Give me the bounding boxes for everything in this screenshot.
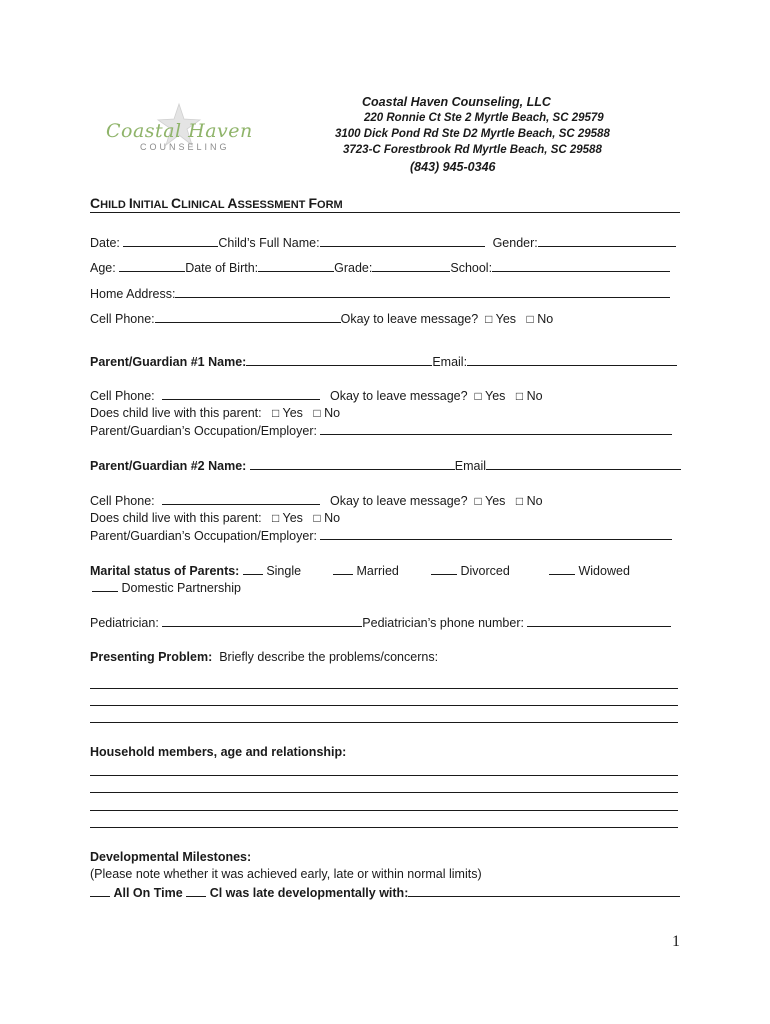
- row-child-cell: [90, 311, 553, 326]
- pg1-lives-label: Does child live with this parent:: [90, 406, 262, 420]
- no-label: No: [324, 406, 341, 420]
- dev-note: (Please note whether it was achieved early, late or within normal limits): [90, 867, 482, 881]
- row-dev-note: [90, 867, 482, 881]
- pg2-cell-field[interactable]: [162, 493, 320, 505]
- yes-label: Yes: [282, 511, 303, 525]
- widowed-label: Widowed: [578, 564, 630, 578]
- married-field[interactable]: [333, 563, 353, 575]
- pg1-name-label: Parent/Guardian #1 Name:: [90, 355, 247, 369]
- yes-label: Yes: [282, 406, 303, 420]
- logo-wordmark: Coastal Haven: [106, 120, 253, 142]
- dob-label: Date of Birth:: [185, 261, 259, 275]
- form-title: CHILD INITIAL CLINICAL ASSESSMENT FORM: [90, 195, 343, 211]
- row-presenting: [90, 650, 438, 664]
- presenting-line-1[interactable]: [90, 688, 678, 689]
- presenting-label: Presenting Problem:: [90, 650, 213, 664]
- pg2-lives-yes-checkbox[interactable]: □: [272, 511, 280, 525]
- row-household: [90, 745, 346, 759]
- pg2-okay-label: Okay to leave message?: [330, 494, 468, 508]
- row-dev-label: [90, 850, 251, 864]
- domestic-field[interactable]: [92, 580, 118, 592]
- row-pg1-occupation: [90, 423, 672, 438]
- date-field[interactable]: [123, 235, 218, 247]
- pg1-email-label: Email:: [432, 355, 468, 369]
- pg2-cell-label: Cell Phone:: [90, 494, 155, 508]
- pg1-cell-field[interactable]: [162, 388, 320, 400]
- date-label: Date:: [90, 236, 124, 250]
- page-number: 1: [672, 933, 680, 950]
- ped-phone-label: Pediatrician’s phone number:: [362, 616, 524, 630]
- divorced-label: Divorced: [460, 564, 510, 578]
- pg2-email-field[interactable]: [486, 458, 681, 470]
- row-domestic: [92, 580, 241, 595]
- childs-name-label: Child’s Full Name:: [218, 236, 320, 250]
- pg2-name-label: Parent/Guardian #2 Name:: [90, 459, 247, 473]
- address-line-3: 3723-C Forestbrook Rd Myrtle Beach, SC 29588: [343, 144, 602, 156]
- late-with-field[interactable]: [408, 885, 680, 897]
- no-label: No: [526, 389, 543, 403]
- grade-label: Grade:: [334, 261, 373, 275]
- age-field[interactable]: [119, 260, 185, 272]
- household-line-4[interactable]: [90, 827, 678, 828]
- row-pg1-name-email: [90, 354, 677, 369]
- row-pg1-lives: [90, 406, 340, 420]
- row-dev-options: [90, 885, 680, 900]
- single-field[interactable]: [243, 563, 263, 575]
- divorced-option: [431, 563, 510, 578]
- pg2-occupation-field[interactable]: [320, 528, 672, 540]
- address-line-1: 220 Ronnie Ct Ste 2 Myrtle Beach, SC 29579: [364, 112, 604, 124]
- row-pediatrician: [90, 615, 671, 630]
- home-address-field[interactable]: [175, 286, 670, 298]
- yes-checkbox[interactable]: □: [485, 312, 493, 326]
- home-address-label: Home Address:: [90, 287, 176, 301]
- pg1-email-field[interactable]: [467, 354, 677, 366]
- yes-label: Yes: [485, 494, 506, 508]
- all-on-time-field[interactable]: [90, 885, 110, 897]
- school-label: School:: [450, 261, 493, 275]
- pg1-okay-yes-checkbox[interactable]: □: [474, 389, 482, 403]
- row-date-name-gender: [90, 235, 676, 250]
- pediatrician-field[interactable]: [162, 615, 362, 627]
- divorced-field[interactable]: [431, 563, 457, 575]
- row-marital: [90, 563, 301, 578]
- marital-label: Marital status of Parents:: [90, 564, 240, 578]
- company-logo: [104, 102, 253, 162]
- row-pg2-cell: [90, 493, 543, 508]
- row-home-address: [90, 286, 670, 301]
- household-line-2[interactable]: [90, 792, 678, 793]
- no-label: No: [537, 312, 554, 326]
- pg2-lives-no-checkbox[interactable]: □: [313, 511, 321, 525]
- gender-field[interactable]: [538, 235, 676, 247]
- domestic-label: Domestic Partnership: [121, 581, 241, 595]
- household-label: Household members, age and relationship:: [90, 745, 347, 759]
- pg2-lives-label: Does child live with this parent:: [90, 511, 262, 525]
- pg2-okay-yes-checkbox[interactable]: □: [474, 494, 482, 508]
- row-pg2-lives: [90, 511, 340, 525]
- yes-label: Yes: [485, 389, 506, 403]
- presenting-line-2[interactable]: [90, 705, 678, 706]
- pg1-occupation-field[interactable]: [320, 423, 672, 435]
- married-label: Married: [356, 564, 399, 578]
- cell-phone-label: Cell Phone:: [90, 312, 155, 326]
- pg2-okay-no-checkbox[interactable]: □: [515, 494, 524, 508]
- household-line-1[interactable]: [90, 775, 678, 776]
- pg1-cell-label: Cell Phone:: [90, 389, 155, 403]
- childs-name-field[interactable]: [320, 235, 485, 247]
- presenting-desc: Briefly describe the problems/concerns:: [219, 650, 439, 664]
- phone-number: (843) 945-0346: [410, 160, 496, 174]
- school-field[interactable]: [492, 260, 670, 272]
- row-pg1-cell: [90, 388, 543, 403]
- ped-phone-field[interactable]: [527, 615, 671, 627]
- late-with-label: Cl was late developmentally with:: [209, 886, 409, 900]
- late-field[interactable]: [186, 885, 206, 897]
- address-line-2: 3100 Dick Pond Rd Ste D2 Myrtle Beach, SC 29588: [335, 128, 610, 140]
- dev-label: Developmental Milestones:: [90, 850, 252, 864]
- pg2-email-label: Email: [454, 459, 487, 473]
- pg2-occupation-label: Parent/Guardian’s Occupation/Employer:: [90, 529, 317, 543]
- age-label: Age:: [90, 261, 120, 275]
- no-label: No: [526, 494, 543, 508]
- logo-subtitle: COUNSELING: [140, 142, 230, 152]
- all-on-time-label: All On Time: [113, 886, 183, 900]
- pg2-name-field[interactable]: [250, 458, 455, 470]
- widowed-field[interactable]: [549, 563, 575, 575]
- married-option: [333, 563, 399, 578]
- pg1-name-field[interactable]: [246, 354, 432, 366]
- widowed-option: [549, 563, 630, 578]
- no-checkbox[interactable]: □: [526, 312, 534, 326]
- pediatrician-label: Pediatrician:: [90, 616, 159, 630]
- row-pg2-name-email: [90, 458, 681, 473]
- pg1-okay-no-checkbox[interactable]: □: [515, 389, 524, 403]
- title-underline: [90, 212, 680, 213]
- okay-message-label: Okay to leave message?: [340, 312, 479, 326]
- grade-field[interactable]: [372, 260, 450, 272]
- no-label: No: [324, 511, 341, 525]
- row-pg2-occupation: [90, 528, 672, 543]
- presenting-line-3[interactable]: [90, 722, 678, 723]
- pg1-okay-label: Okay to leave message?: [330, 389, 468, 403]
- yes-label: Yes: [495, 312, 517, 326]
- cell-phone-field[interactable]: [155, 311, 341, 323]
- household-line-3[interactable]: [90, 810, 678, 811]
- gender-label: Gender:: [492, 236, 538, 250]
- pg1-lives-no-checkbox[interactable]: □: [313, 406, 321, 420]
- row-age-dob-grade-school: [90, 260, 670, 275]
- pg1-lives-yes-checkbox[interactable]: □: [272, 406, 280, 420]
- dob-field[interactable]: [258, 260, 334, 272]
- pg1-occupation-label: Parent/Guardian’s Occupation/Employer:: [90, 424, 317, 438]
- company-name: Coastal Haven Counseling, LLC: [362, 95, 551, 109]
- single-label: Single: [266, 564, 302, 578]
